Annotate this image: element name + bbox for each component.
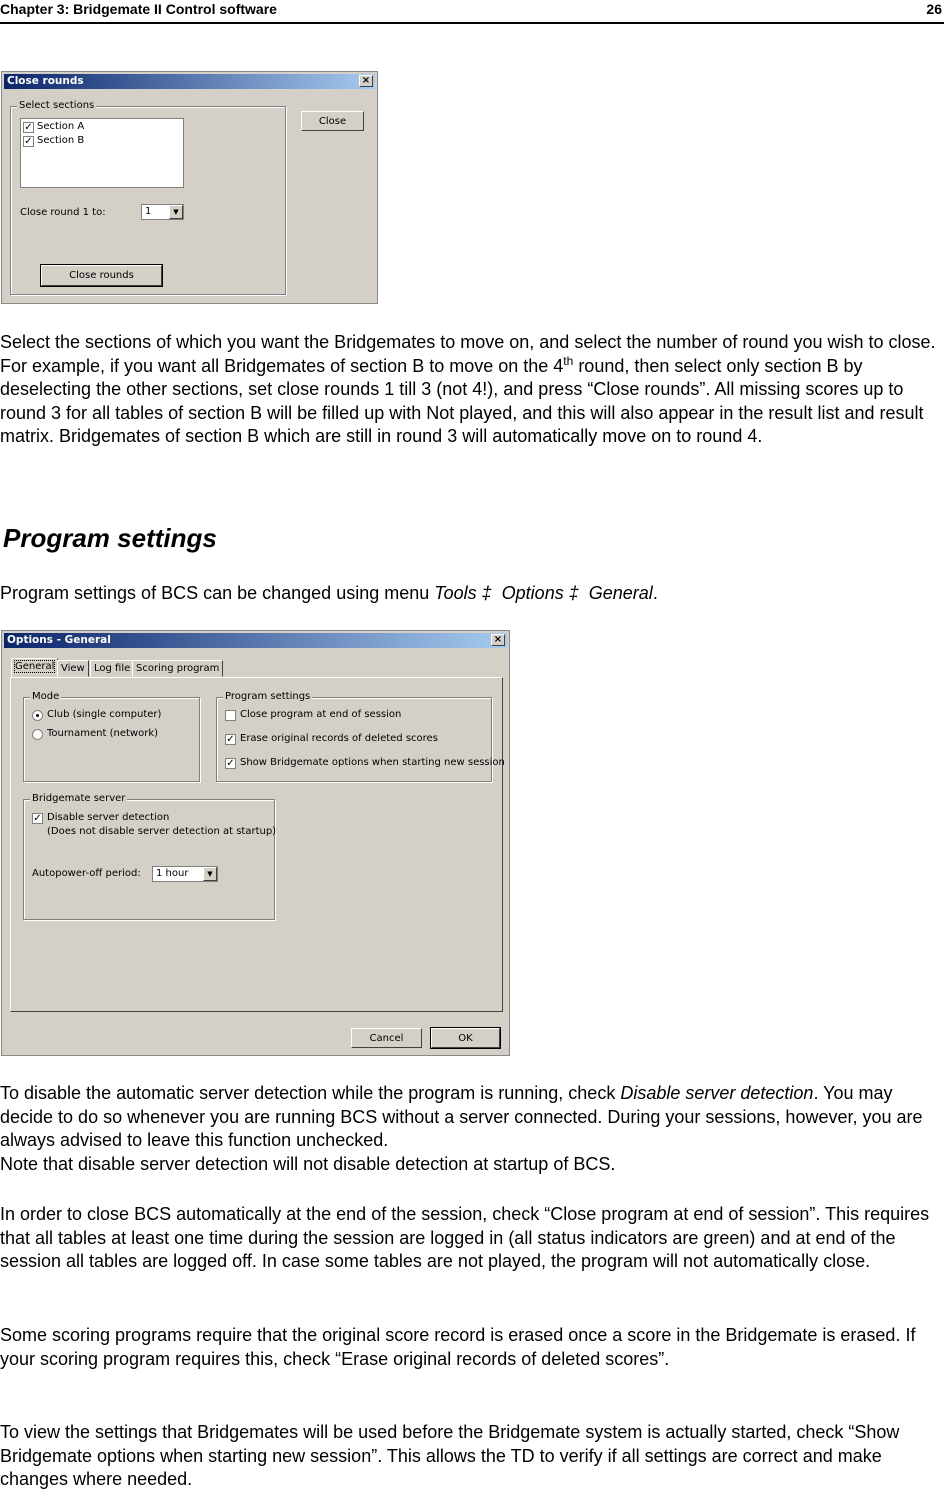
autopower-select[interactable] [152, 866, 218, 882]
general-tab-panel [10, 677, 503, 1012]
autopower-value: 1 hour [156, 868, 189, 879]
autopower-label: Autopower-off period: [32, 868, 141, 879]
tournament-label: Tournament (network) [47, 728, 159, 739]
chapter-title: Chapter 3: Bridgemate II Control software [0, 1, 277, 17]
disable-detection-checkbox[interactable]: ✓ [33, 813, 42, 824]
group-label: Mode [32, 691, 60, 702]
page-number: 26 [926, 1, 942, 17]
options-general-dialog [1, 630, 510, 1056]
para3-text-a: To disable the automatic server detection while the program is running, check [0, 1083, 621, 1103]
close-program-label: Close program at end of session [240, 709, 402, 720]
menu-arrow: ‡ [481, 583, 492, 603]
section-a-checkbox[interactable]: ✓ [24, 122, 33, 133]
para3-text-b: . You may decide to do so whenever you are running BCS without a server connected. During your sessions, however, you are always advised to leave this function unchecked. [0, 1083, 923, 1150]
menu-options: Options [501, 583, 564, 603]
close-icon[interactable]: × [491, 634, 505, 646]
tournament-radio[interactable] [32, 729, 43, 740]
erase-records-checkbox[interactable]: ✓ [226, 734, 235, 745]
tab-scoring-program[interactable]: Scoring program [132, 660, 223, 677]
menu-general: General [588, 583, 653, 603]
section-b-checkbox[interactable]: ✓ [24, 136, 33, 147]
dialog-title-bar [4, 633, 507, 648]
close-rounds-button[interactable]: Close rounds [41, 265, 162, 286]
tab-log-file[interactable]: Log file [90, 660, 134, 677]
show-options-label: Show Bridgemate options when starting new session [240, 757, 505, 768]
para1-sup: th [563, 353, 574, 368]
page-header [0, 0, 944, 24]
group-label: Bridgemate server [32, 793, 126, 804]
club-radio[interactable] [32, 710, 43, 721]
ok-button[interactable]: OK [431, 1028, 500, 1048]
disable-detection-note: (Does not disable server detection at startup) [47, 826, 277, 837]
close-icon[interactable]: × [359, 75, 373, 87]
sections-list[interactable] [20, 118, 184, 188]
cancel-button[interactable]: Cancel [351, 1028, 422, 1048]
paragraph-show-options: To view the settings that Bridgemates will be used before the Bridgemate system is actually started, check “Show Bridgemate options when starting new session”. This allows the TD to verify if all settings are correct and make changes where needed. [0, 1422, 900, 1489]
tab-general[interactable]: General [11, 658, 58, 678]
mode-group [23, 691, 200, 782]
select-sections-group [10, 100, 286, 295]
section-heading: Program settings [3, 523, 217, 553]
club-label: Club (single computer) [47, 709, 162, 720]
erase-records-label: Erase original records of deleted scores [240, 733, 438, 744]
paragraph-close-program: In order to close BCS automatically at the end of the session, check “Close program at end of session”. This requires that all tables at least one time during the session are logged in (all status indicators are green) and at end of the session all tables are logged off. In case some tables are not played, the program will not automatically close. [0, 1204, 930, 1271]
dialog-title-bar [4, 74, 375, 89]
program-settings-group [216, 691, 505, 782]
menu-arrow: ‡ [568, 583, 579, 603]
tab-view[interactable]: View [57, 660, 89, 677]
dialog-title: Close rounds [7, 75, 84, 87]
bridgemate-server-group [23, 793, 277, 920]
paragraph-erase-records: Some scoring programs require that the original score record is erased once a score in the Bridgemate is erased. If your scoring program requires this, check “Erase original records of deleted scores”. [0, 1325, 916, 1369]
disable-detection-label: Disable server detection [47, 812, 170, 823]
para3-text-c: Note that disable server detection will not disable detection at startup of BCS. [0, 1153, 616, 1174]
dropdown-arrow-icon[interactable]: ▼ [203, 867, 217, 881]
show-options-checkbox[interactable]: ✓ [226, 758, 235, 769]
section-a-label: Section A [37, 121, 85, 132]
para2-end: . [652, 583, 658, 603]
section-b-label: Section B [37, 135, 85, 146]
paragraph-disable-detection [0, 1082, 944, 1176]
menu-tools: Tools [434, 583, 477, 603]
group-label: Program settings [225, 691, 311, 702]
dropdown-arrow-icon[interactable]: ▼ [169, 205, 183, 219]
close-button[interactable]: Close [301, 111, 364, 131]
para3-italic: Disable server detection [620, 1083, 814, 1103]
para1-text-b: round, then select only section B by deselecting the other sections, set close rounds 1 till 3 (not 4!), and press “Close rounds”. All missing scores up to round 3 for all tables of section B will be filled up with Not played, and this will also appear in the result list and result matrix. Bridgemates of section B which are still in round 3 will automatically move on to round 4. [0, 355, 924, 446]
dialog-title: Options - General [7, 634, 111, 646]
close-rounds-dialog [1, 71, 378, 304]
paragraph-close-rounds [0, 331, 944, 449]
close-program-checkbox[interactable] [225, 710, 236, 721]
close-round-select[interactable] [141, 204, 184, 220]
close-round-value: 1 [145, 206, 152, 217]
paragraph-program-settings [0, 582, 944, 606]
group-label: Select sections [19, 100, 95, 111]
para2-text: Program settings of BCS can be changed using menu [0, 583, 435, 603]
close-round-label: Close round 1 to: [20, 207, 106, 218]
para1-text-a: Select the sections of which you want the Bridgemates to move on, and select the number of round you wish to close. For example, if you want all Bridgemates of section B to move on the 4 [0, 332, 936, 376]
